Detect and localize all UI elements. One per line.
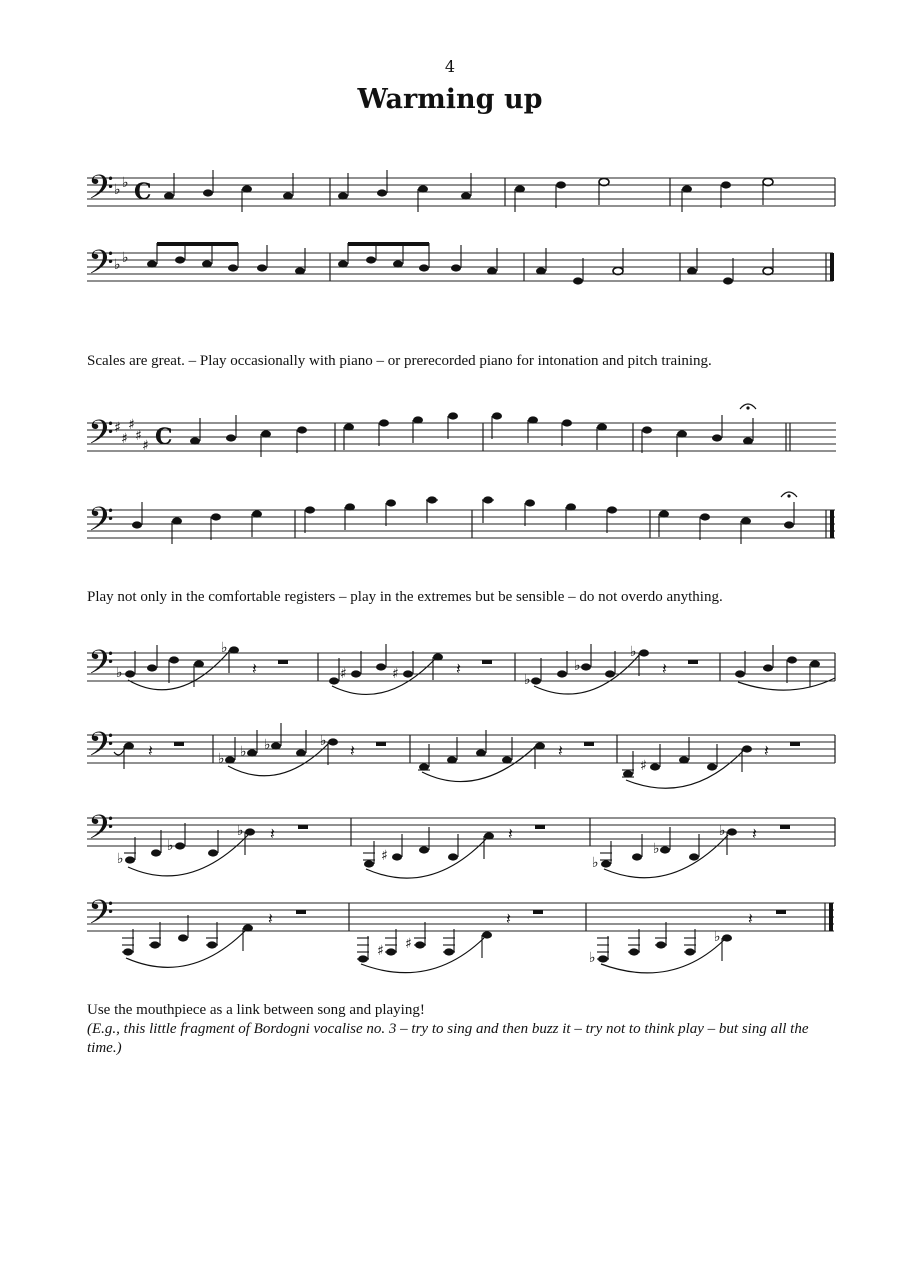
quarter-rest-icon: 𝄽 (752, 824, 757, 843)
whole-rest-icon (535, 825, 545, 829)
flat-icon: ♭ (117, 851, 124, 867)
whole-rest-icon (780, 825, 790, 829)
quarter-rest-icon: 𝄽 (456, 659, 461, 678)
whole-rest-icon (482, 660, 492, 664)
quarter-rest-icon: 𝄽 (662, 659, 667, 678)
flat-icon: ♭ (592, 855, 599, 871)
whole-rest-icon (790, 742, 800, 746)
quarter-rest-icon: 𝄽 (270, 824, 275, 843)
staff-lines (87, 903, 834, 931)
page-title: Warming up (357, 84, 543, 115)
quarter-rest-icon: 𝄽 (252, 659, 257, 678)
flat-icon: ♭ (116, 665, 123, 681)
staff-lines (87, 735, 835, 763)
staff-system-slurs-3 (0, 805, 900, 875)
flat-icon: ♭ (122, 175, 129, 191)
quarter-rest-icon: 𝄽 (148, 741, 153, 760)
whole-rest-icon (174, 742, 184, 746)
paragraph-scales: Scales are great. – Play occasionally with piano – or prerecorded piano for intonation and pitch training. (87, 353, 712, 369)
flat-icon: ♭ (237, 823, 244, 839)
quarter-rest-icon: 𝄽 (506, 909, 511, 928)
flat-icon: ♭ (574, 658, 581, 674)
flat-icon: ♭ (320, 733, 327, 749)
flat-icon: ♭ (240, 744, 247, 760)
sharp-icon: ♯ (392, 666, 399, 682)
flat-icon: ♭ (630, 644, 637, 660)
paragraph-mouthpiece: Use the mouthpiece as a link between song and playing! (87, 1002, 425, 1018)
time-signature: C (155, 424, 173, 450)
staff-system-slurs-2 (0, 722, 900, 792)
flat-icon: ♭ (589, 950, 596, 966)
paragraph-bordogni: (E.g., this little fragment of Bordogni vocalise no. 3 – try to sing and then buzz it – try not to think play – but sing all the time.) (87, 1021, 809, 1056)
flat-icon: ♭ (114, 257, 121, 273)
bass-clef-icon: 𝄢 (88, 414, 114, 460)
bass-clef-icon: 𝄢 (88, 244, 114, 290)
flat-icon: ♭ (264, 737, 271, 753)
flat-icon: ♭ (653, 841, 660, 857)
quarter-rest-icon: 𝄽 (350, 741, 355, 760)
whole-rest-icon (376, 742, 386, 746)
staff-lines (87, 510, 835, 538)
quarter-rest-icon: 𝄽 (268, 909, 273, 928)
whole-rest-icon (584, 742, 594, 746)
whole-rest-icon (533, 910, 543, 914)
quarter-rest-icon: 𝄽 (764, 741, 769, 760)
sharp-icon: ♯ (121, 431, 128, 447)
bass-clef-icon: 𝄢 (88, 501, 114, 547)
sharp-icon: ♯ (405, 936, 412, 952)
staff-system-warmup-1 (0, 165, 900, 225)
bass-clef-icon: 𝄢 (88, 726, 114, 772)
flat-icon: ♭ (167, 838, 174, 854)
staff-lines (87, 178, 835, 206)
sharp-icon: ♯ (135, 428, 142, 444)
quarter-rest-icon: 𝄽 (558, 741, 563, 760)
staff-system-slurs-1 (0, 640, 900, 710)
page-number: 4 (444, 57, 456, 76)
flat-icon: ♭ (719, 823, 726, 839)
flat-icon: ♭ (218, 751, 225, 767)
bass-clef-icon: 𝄢 (88, 894, 114, 940)
whole-rest-icon (278, 660, 288, 664)
whole-rest-icon (296, 910, 306, 914)
sharp-icon: ♯ (640, 758, 647, 774)
sharp-icon: ♯ (128, 417, 135, 433)
sharp-icon: ♯ (377, 943, 384, 959)
staff-system-warmup-2 (0, 240, 900, 300)
sharp-icon: ♯ (340, 666, 347, 682)
quarter-rest-icon: 𝄽 (508, 824, 513, 843)
flat-icon: ♭ (714, 929, 721, 945)
quarter-rest-icon: 𝄽 (748, 909, 753, 928)
sharp-icon: ♯ (114, 420, 121, 436)
whole-rest-icon (298, 825, 308, 829)
staff-system-slurs-4 (0, 890, 900, 965)
flat-icon: ♭ (114, 182, 121, 198)
flat-icon: ♭ (122, 250, 129, 266)
whole-rest-icon (688, 660, 698, 664)
staff-system-scale-1 (0, 410, 900, 470)
bass-clef-icon: 𝄢 (88, 169, 114, 215)
whole-rest-icon (776, 910, 786, 914)
bass-clef-icon: 𝄢 (88, 644, 114, 690)
staff-lines (87, 423, 836, 451)
flat-icon: ♭ (524, 672, 531, 688)
sharp-icon: ♯ (142, 438, 149, 454)
time-signature: C (134, 179, 152, 205)
bass-clef-icon: 𝄢 (88, 809, 114, 855)
sharp-icon: ♯ (381, 848, 388, 864)
paragraph-registers: Play not only in the comfortable registers – play in the extremes but be sensible – do not overdo anything. (87, 589, 723, 605)
flat-icon: ♭ (221, 640, 228, 656)
staff-system-scale-2 (0, 497, 900, 557)
